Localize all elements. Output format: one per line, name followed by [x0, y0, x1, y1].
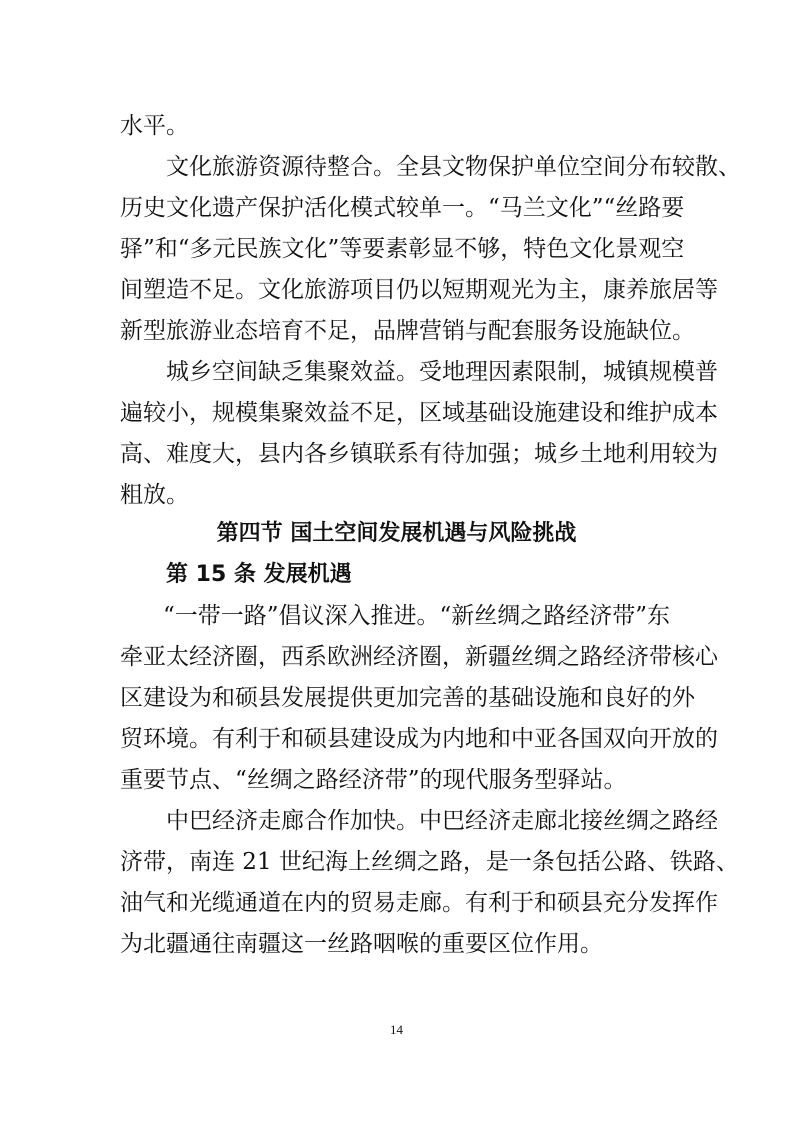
body-text-line: 历史文化遗产保护活化模式较单一。“马兰文化”“丝路要: [120, 195, 685, 221]
body-text-line: 贸环境。有利于和硕县建设成为内地和中亚各国双向开放的: [120, 726, 718, 752]
section-heading: 第四节 国土空间发展机遇与风险挑战: [216, 521, 577, 546]
page-number: 14: [390, 1022, 403, 1037]
body-text-line: 新型旅游业态培育不足，品牌营销与配套服务设施缺位。: [120, 318, 695, 344]
body-text-line: 济带，南连 21 世纪海上丝绸之路，是一条包括公路、铁路、: [120, 849, 739, 875]
body-text-line: 遍较小，规模集聚效益不足，区域基础设施建设和维护成本: [120, 400, 718, 426]
body-text-line: 水平。: [120, 113, 189, 139]
body-text-line: 间塑造不足。文化旅游项目仍以短期观光为主，康养旅居等: [120, 277, 718, 303]
article-heading: 第 15 条 发展机遇: [166, 562, 352, 587]
paragraph-urban-rural: 城乡空间缺乏集聚效益。受地理因素限制，城镇规模普: [166, 359, 718, 385]
body-text-line: 重要节点、“丝绸之路经济带”的现代服务型驿站。: [120, 767, 627, 793]
body-text-line: 牵亚太经济圈，西系欧洲经济圈，新疆丝绸之路经济带核心: [120, 644, 718, 670]
body-text-line: 为北疆通往南疆这一丝路咽喉的重要区位作用。: [120, 931, 603, 957]
paragraph-belt-and-road: “一带一路”倡议深入推进。“新丝绸之路经济带”东: [163, 603, 671, 629]
body-text-line: 区建设为和硕县发展提供更加完善的基础设施和良好的外: [120, 685, 695, 711]
body-text-line: 粗放。: [120, 482, 189, 508]
body-text-line: 驿”和“多元民族文化”等要素彰显不够，特色文化景观空: [120, 236, 685, 262]
paragraph-cpec: 中巴经济走廊合作加快。中巴经济走廊北接丝绸之路经: [166, 808, 718, 834]
paragraph-culture-tourism: 文化旅游资源待整合。全县文物保护单位空间分布较散、: [166, 154, 741, 180]
body-text-line: 高、难度大，县内各乡镇联系有待加强；城乡土地利用较为: [120, 441, 718, 467]
body-text-line: 油气和光缆通道在内的贸易走廊。有利于和硕县充分发挥作: [120, 890, 718, 916]
